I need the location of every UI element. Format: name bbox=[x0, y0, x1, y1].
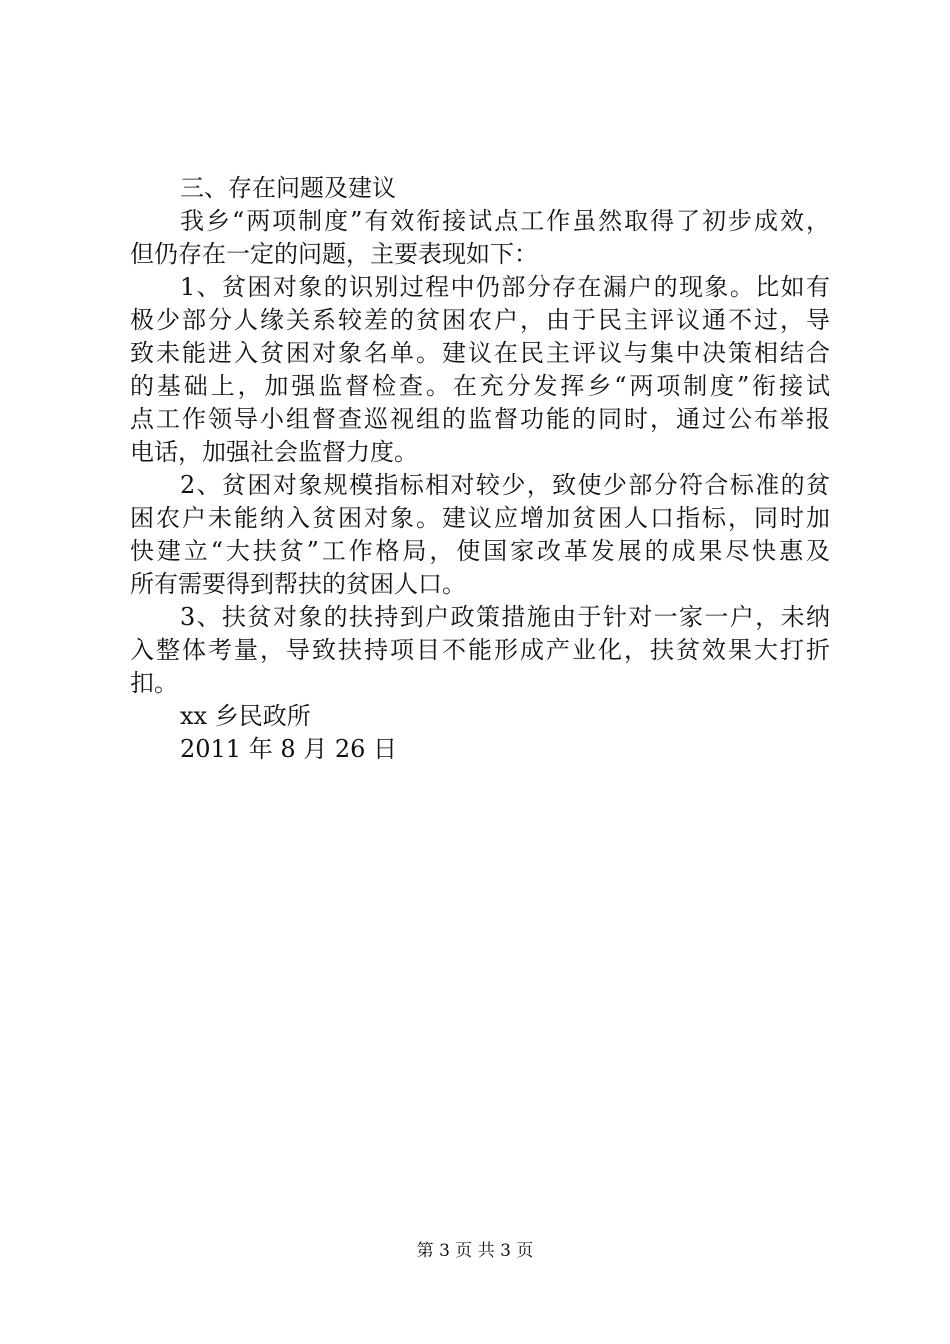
paragraph-line: 2、贫困对象规模指标相对较少，致使少部分符合标准的贫 bbox=[180, 471, 830, 499]
paragraph-line: 1、贫困对象的识别过程中仍部分存在漏户的现象。比如有 bbox=[180, 273, 830, 301]
signature: xx 乡民政所 bbox=[180, 702, 311, 730]
paragraph-line: 致未能进入贫困对象名单。建议在民主评议与集中决策相结合 bbox=[130, 339, 830, 367]
paragraph-line: 的基础上，加强监督检查。在充分发挥乡“两项制度”衔接试 bbox=[130, 372, 830, 400]
paragraph-line: 我乡“两项制度”有效衔接试点工作虽然取得了初步成效， bbox=[180, 207, 830, 235]
paragraph-line: 3、扶贫对象的扶持到户政策措施由于针对一家一户，未纳 bbox=[180, 603, 830, 631]
date: 2011 年 8 月 26 日 bbox=[180, 735, 398, 763]
paragraph-line: 极少部分人缘关系较差的贫困农户，由于民主评议通不过，导 bbox=[130, 306, 830, 334]
section-heading: 三、存在问题及建议 bbox=[180, 174, 396, 202]
paragraph-line: 电话，加强社会监督力度。 bbox=[130, 438, 418, 466]
paragraph-line: 困农户未能纳入贫困对象。建议应增加贫困人口指标，同时加 bbox=[130, 504, 830, 532]
paragraph-line: 快建立“大扶贫”工作格局，使国家改革发展的成果尽快惠及 bbox=[130, 537, 830, 565]
paragraph-line: 但仍存在一定的问题，主要表现如下： bbox=[130, 240, 538, 268]
document-body bbox=[130, 172, 830, 766]
paragraph-line: 扣。 bbox=[130, 669, 178, 697]
page-number-footer: 第 3 页 共 3 页 bbox=[416, 1241, 534, 1261]
paragraph-line: 点工作领导小组督查巡视组的监督功能的同时，通过公布举报 bbox=[130, 405, 830, 433]
paragraph-line: 入整体考量，导致扶持项目不能形成产业化，扶贫效果大打折 bbox=[130, 636, 830, 664]
paragraph-line: 所有需要得到帮扶的贫困人口。 bbox=[130, 570, 466, 598]
